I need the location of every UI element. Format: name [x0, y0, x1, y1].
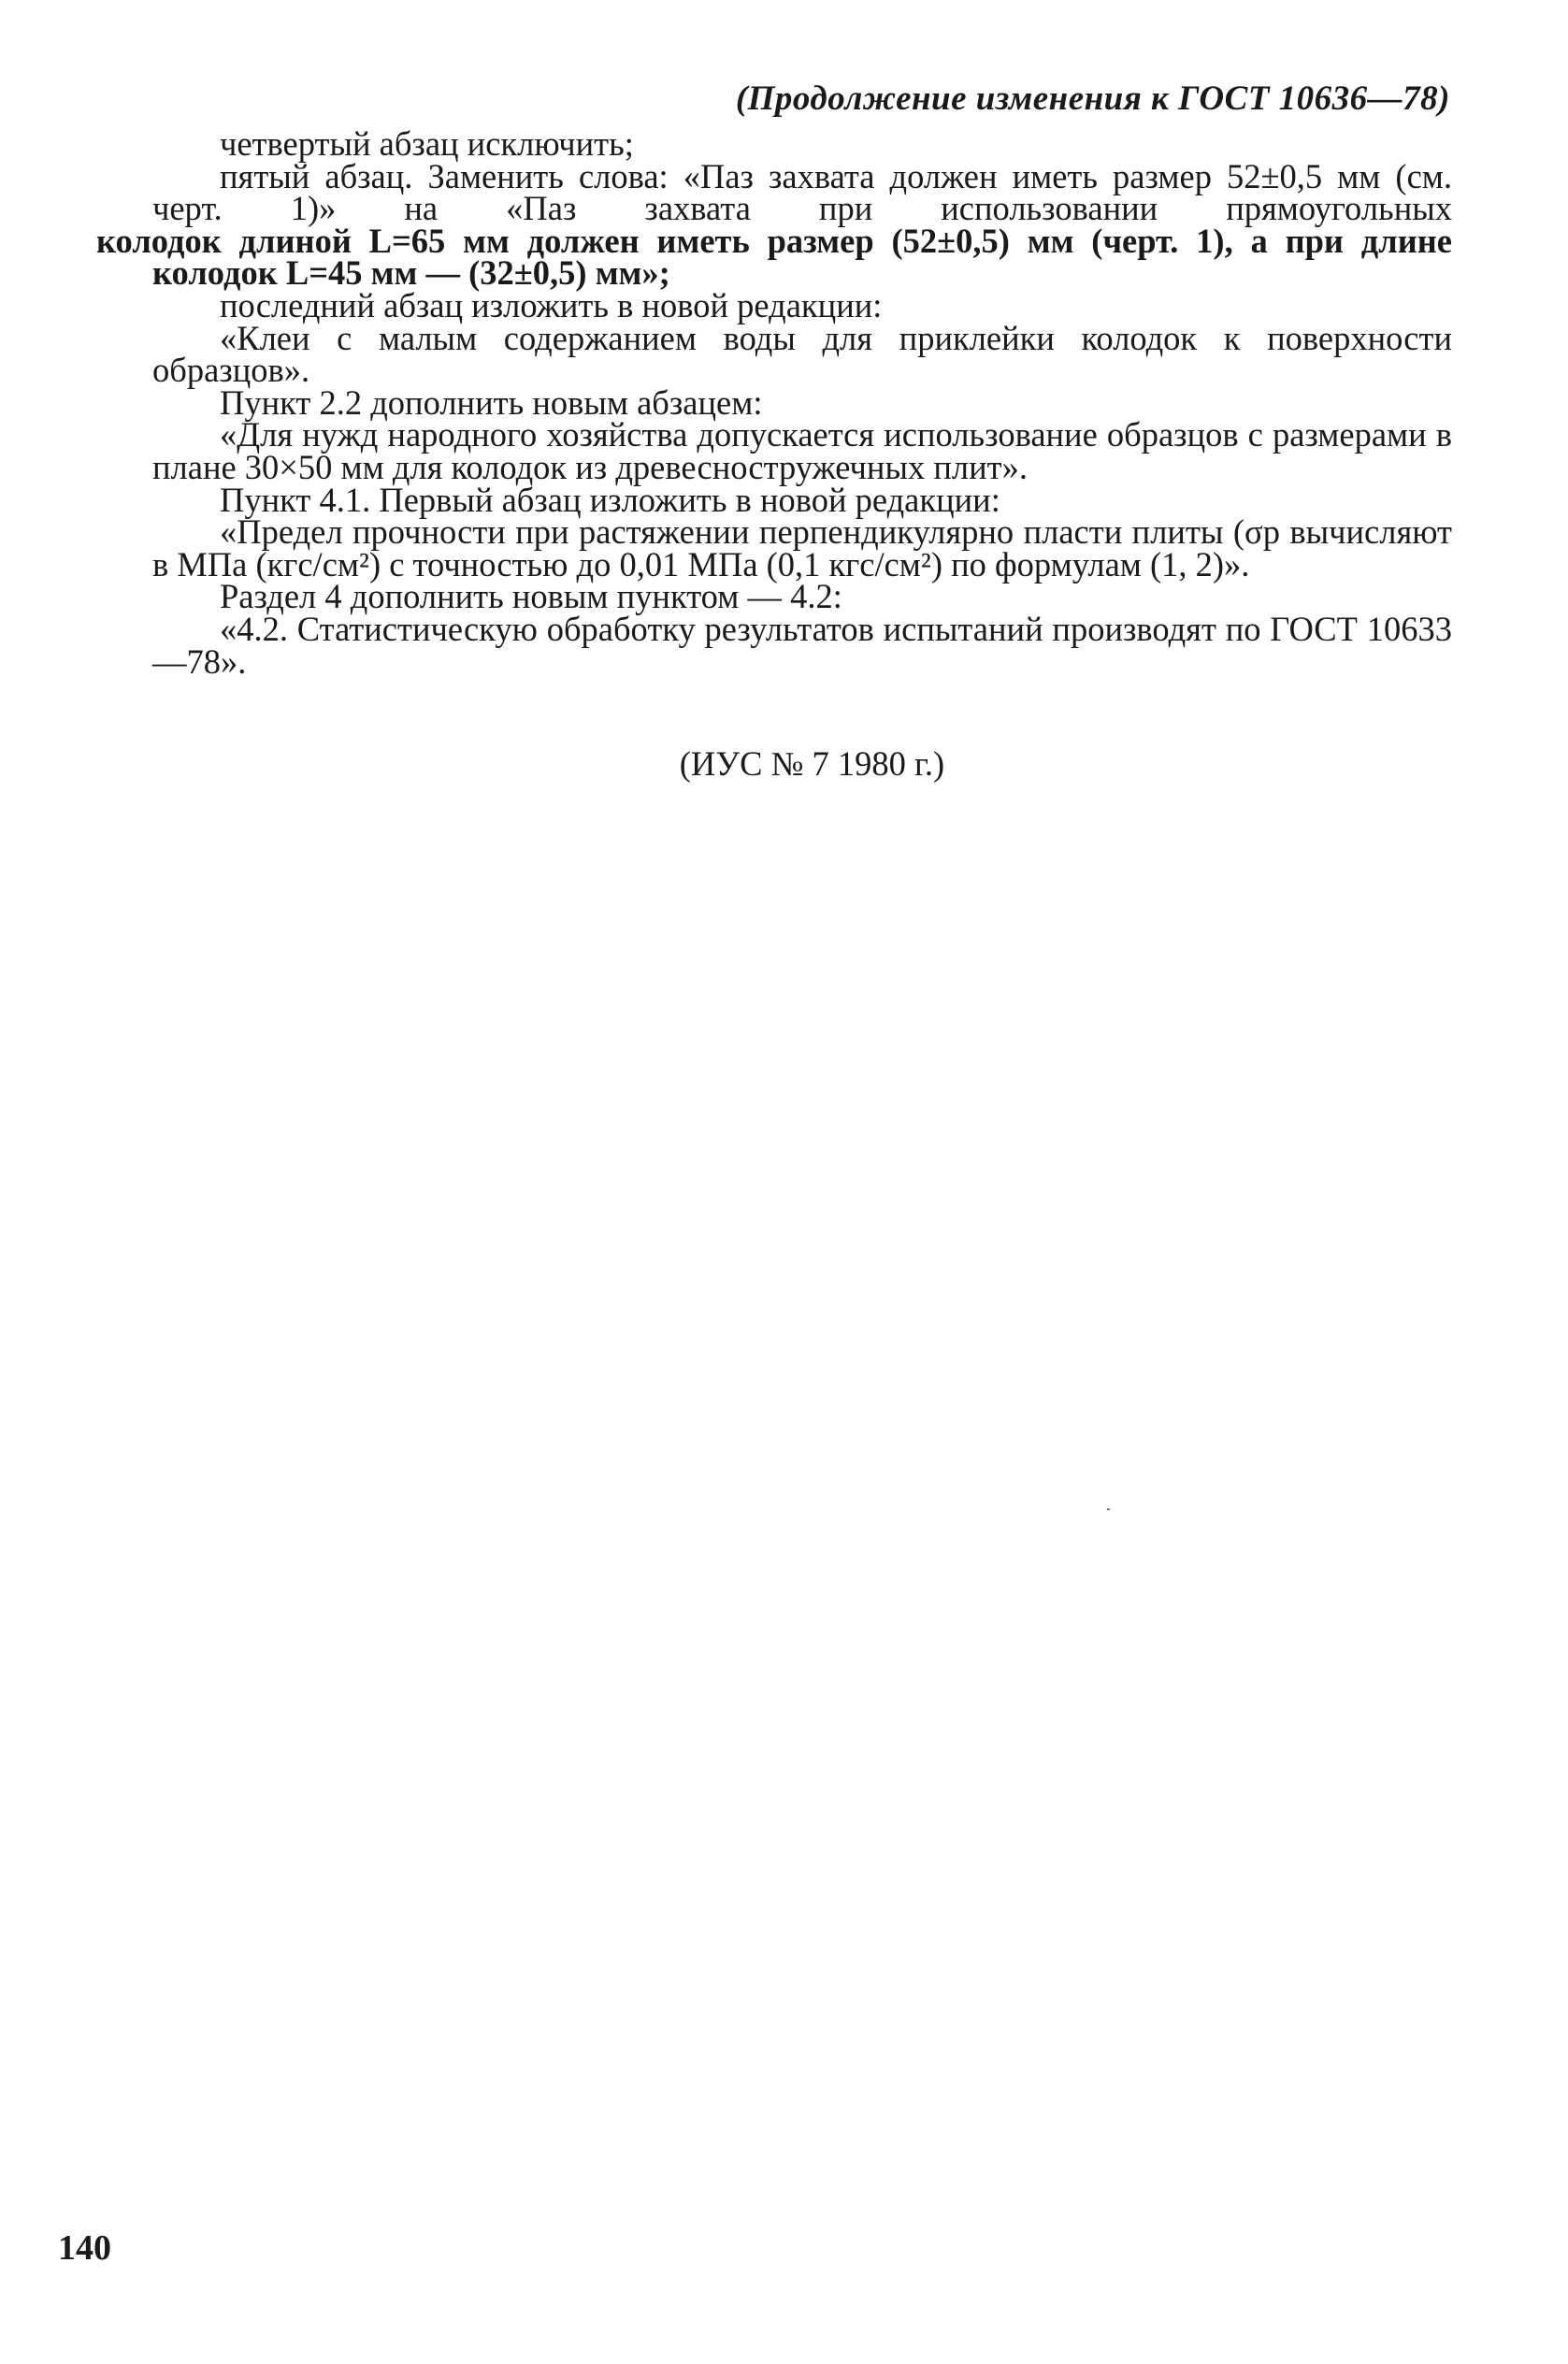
paragraph-1: четвертый абзац исключить; [220, 124, 634, 163]
paragraph-3: последний абзац изложить в новой редакции: [220, 285, 883, 324]
paragraph-8: «Предел прочности при растяжении перпендикулярно пласти плиты (σр вычисляют в МПа (кгс/см²) с точностью до 0,01 МПа (0,1 кгс/см²) по формулам (1, 2)». [152, 512, 1452, 584]
paragraph-9: Раздел 4 дополнить новым пунктом — 4.2: [220, 577, 842, 616]
print-speck [1107, 1508, 1110, 1510]
paragraph-7: Пункт 4.1. Первый абзац изложить в новой редакции: [220, 480, 1000, 519]
page-number: 140 [58, 2228, 111, 2268]
paragraph-2-continued: колодок длиной L=65 мм должен иметь размер (52±0,5) мм (черт. 1), а при длине колодок L=45 мм — (32±0,5) мм»; [96, 221, 1452, 293]
paragraph-10: «4.2. Статистическую обработку результатов испытаний производят по ГОСТ 10633—78». [152, 609, 1452, 681]
paragraph-5: Пункт 2.2 дополнить новым абзацем: [220, 382, 763, 422]
running-head: (Продолжение изменения к ГОСТ 10636—78) [735, 79, 1450, 118]
paragraph-4: «Клеи с малым содержанием воды для приклейки колодок к поверхности образцов». [152, 318, 1452, 390]
paragraph-6: «Для нужд народного хозяйства допускается использование образцов с размерами в плане 30×50 мм для колодок из древесностружечных плит». [152, 415, 1452, 486]
amendment-body [96, 124, 1452, 681]
paragraph-2: пятый абзац. Заменить слова: «Паз захвата должен иметь размер 52±0,5 мм (см. черт. 1)» на «Паз захвата при использовании прямоугольных [152, 156, 1452, 228]
source-note: (ИУС № 7 1980 г.) [679, 744, 945, 783]
